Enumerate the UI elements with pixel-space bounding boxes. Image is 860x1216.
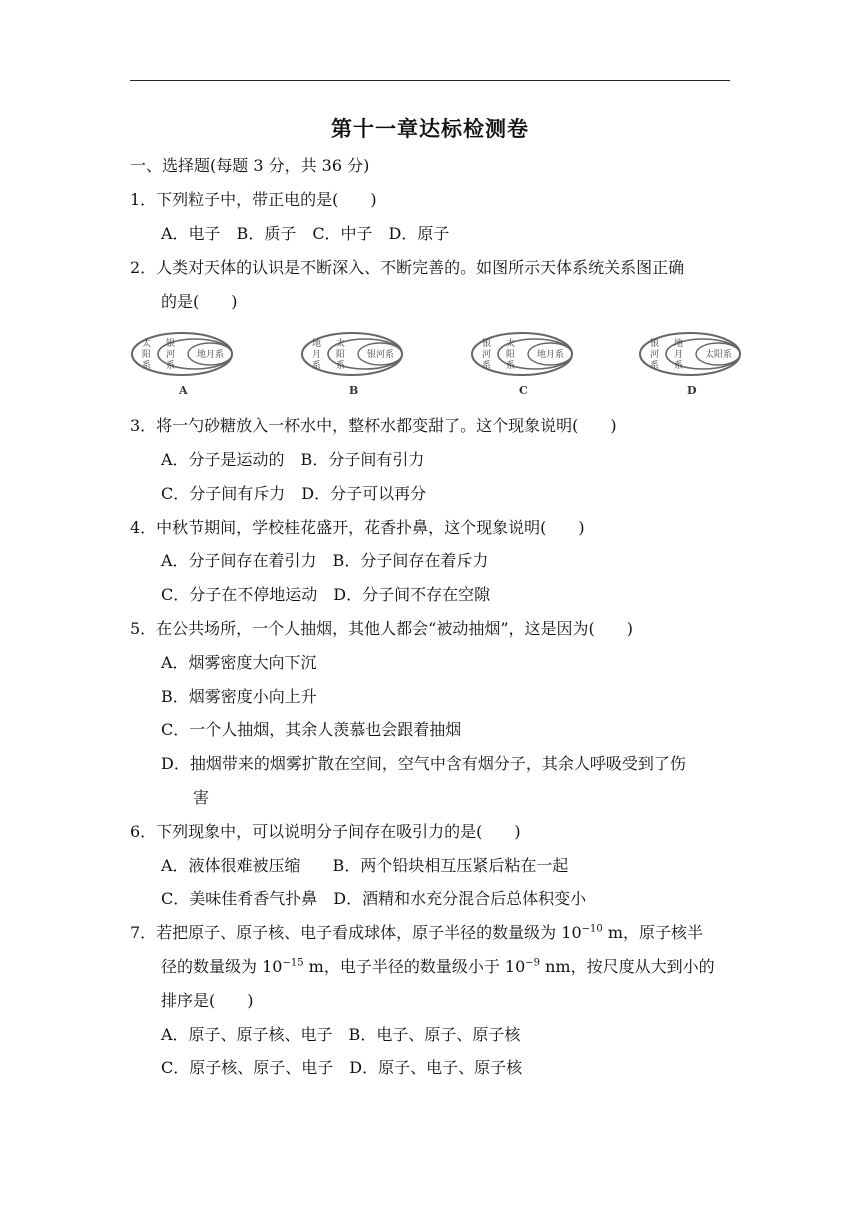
- q4-stem: 4．中秋节期间，学校桂花盛开，花香扑鼻，这个现象说明( ): [130, 518, 585, 537]
- q7-text: nm，按尺度从大到小的: [540, 957, 715, 976]
- q6-options-cd: C．美味佳肴香气扑鼻 D．酒精和水充分混合后总体积变小: [161, 889, 587, 908]
- q1-stem: 1．下列粒子中，带正电的是( ): [130, 190, 377, 209]
- diagram-b-letter: B: [349, 384, 359, 397]
- diagram-a-middle-3: 系: [166, 361, 176, 371]
- q5-option-d-line1: D．抽烟带来的烟雾扩散在空间，空气中含有烟分子，其余人呼吸受到了伤: [161, 754, 686, 773]
- q2-stem-line1: 2．人类对天体的认识是不断深入、不断完善的。如图所示天体系统关系图正确: [130, 258, 685, 277]
- diagram-d-middle-1: 地: [674, 339, 684, 349]
- q5-option-b: B．烟雾密度小向上升: [161, 687, 317, 706]
- q3-options-cd: C．分子间有斥力 D．分子可以再分: [161, 484, 427, 503]
- diagram-b-outer-2: 月: [312, 350, 322, 360]
- celestial-systems-diagram: [130, 330, 750, 405]
- diagram-d-letter: D: [687, 384, 697, 397]
- diagram-c-letter: C: [519, 384, 528, 397]
- q7-stem-line1: [130, 922, 703, 944]
- diagram-d-inner: 太阳系: [705, 350, 733, 360]
- diagram-c-middle-2: 阳: [506, 350, 516, 360]
- q7-text: 7．若把原子、原子核、电子看成球体，原子半径的数量级为 10: [130, 923, 582, 942]
- q1-options: A．电子 B．质子 C．中子 D．原子: [161, 224, 450, 243]
- diagram-c-middle-1: 太: [506, 339, 516, 349]
- q5-option-a: A．烟雾密度大向下沉: [161, 653, 317, 672]
- q5-option-c: C．一个人抽烟，其余人羡慕也会跟着抽烟: [161, 720, 462, 739]
- q7-exponent: −15: [282, 957, 304, 969]
- q3-options-ab: A．分子是运动的 B．分子间有引力: [161, 450, 425, 469]
- diagram-a-outer-2: 阳: [142, 350, 152, 360]
- diagram-d-middle-2: 月: [674, 350, 684, 360]
- diagram-c-inner: 地月系: [537, 350, 565, 360]
- diagram-b-inner: 银河系: [367, 350, 395, 360]
- q3-stem: 3．将一勺砂糖放入一杯水中，整杯水都变甜了。这个现象说明( ): [130, 416, 617, 435]
- q7-exponent: −10: [581, 923, 603, 935]
- diagram-a-middle-1: 银: [166, 339, 176, 349]
- diagram-option-a: [132, 333, 232, 397]
- diagram-a-letter: A: [179, 384, 188, 397]
- diagram-b-middle-1: 太: [336, 339, 346, 349]
- q2-stem-line2: 的是( ): [161, 292, 238, 311]
- q7-options-cd: C．原子核、原子、电子 D．原子、电子、原子核: [161, 1058, 523, 1077]
- diagram-d-outer-2: 河: [650, 350, 660, 360]
- diagram-b-outer-1: 地: [312, 339, 322, 349]
- diagram-c-outer-3: 系: [482, 361, 492, 371]
- diagram-b-middle-2: 阳: [336, 350, 346, 360]
- q7-options-ab: A．原子、原子核、电子 B．电子、原子、原子核: [161, 1025, 521, 1044]
- q7-stem-line2: [161, 956, 715, 978]
- q4-options-cd: C．分子在不停地运动 D．分子间不存在空隙: [161, 585, 491, 604]
- q7-stem-line3: 排序是( ): [161, 991, 254, 1010]
- q7-exponent: −9: [525, 957, 541, 969]
- diagram-c-outer-1: 银: [482, 339, 492, 349]
- q6-stem: 6．下列现象中，可以说明分子间存在吸引力的是( ): [130, 822, 521, 841]
- q4-options-ab: A．分子间存在着引力 B．分子间存在着斥力: [161, 551, 489, 570]
- diagram-b-outer-3: 系: [312, 361, 322, 371]
- diagram-a-outer-1: 太: [142, 339, 152, 349]
- diagram-d-outer-3: 系: [650, 361, 660, 371]
- diagram-c-outer-2: 河: [482, 350, 492, 360]
- diagram-d-outer-1: 银: [650, 339, 660, 349]
- diagram-a-outer-3: 系: [142, 361, 152, 371]
- page-title: 第十一章达标检测卷: [331, 117, 529, 141]
- section-heading: 一、选择题(每题 3 分，共 36 分): [130, 156, 370, 175]
- diagram-a-middle-2: 河: [166, 350, 176, 360]
- q7-text: m，原子核半: [602, 923, 704, 942]
- diagram-b-middle-3: 系: [336, 361, 346, 371]
- diagram-option-b: [302, 333, 402, 397]
- diagram-c-middle-3: 系: [506, 361, 516, 371]
- q5-stem: 5．在公共场所，一个人抽烟，其他人都会“被动抽烟”，这是因为( ): [130, 619, 634, 638]
- q7-text: m，电子半径的数量级小于 10: [303, 957, 526, 976]
- header-rule: [130, 80, 730, 81]
- q7-text: 径的数量级为 10: [161, 957, 283, 976]
- diagram-a-inner: 地月系: [197, 350, 225, 360]
- diagram-d-middle-3: 系: [674, 361, 684, 371]
- q5-option-d-line2: 害: [193, 788, 210, 807]
- diagram-option-d: [640, 333, 740, 397]
- diagram-option-c: [472, 333, 572, 397]
- q6-options-ab: A．液体很难被压缩 B．两个铅块相互压紧后粘在一起: [161, 856, 569, 875]
